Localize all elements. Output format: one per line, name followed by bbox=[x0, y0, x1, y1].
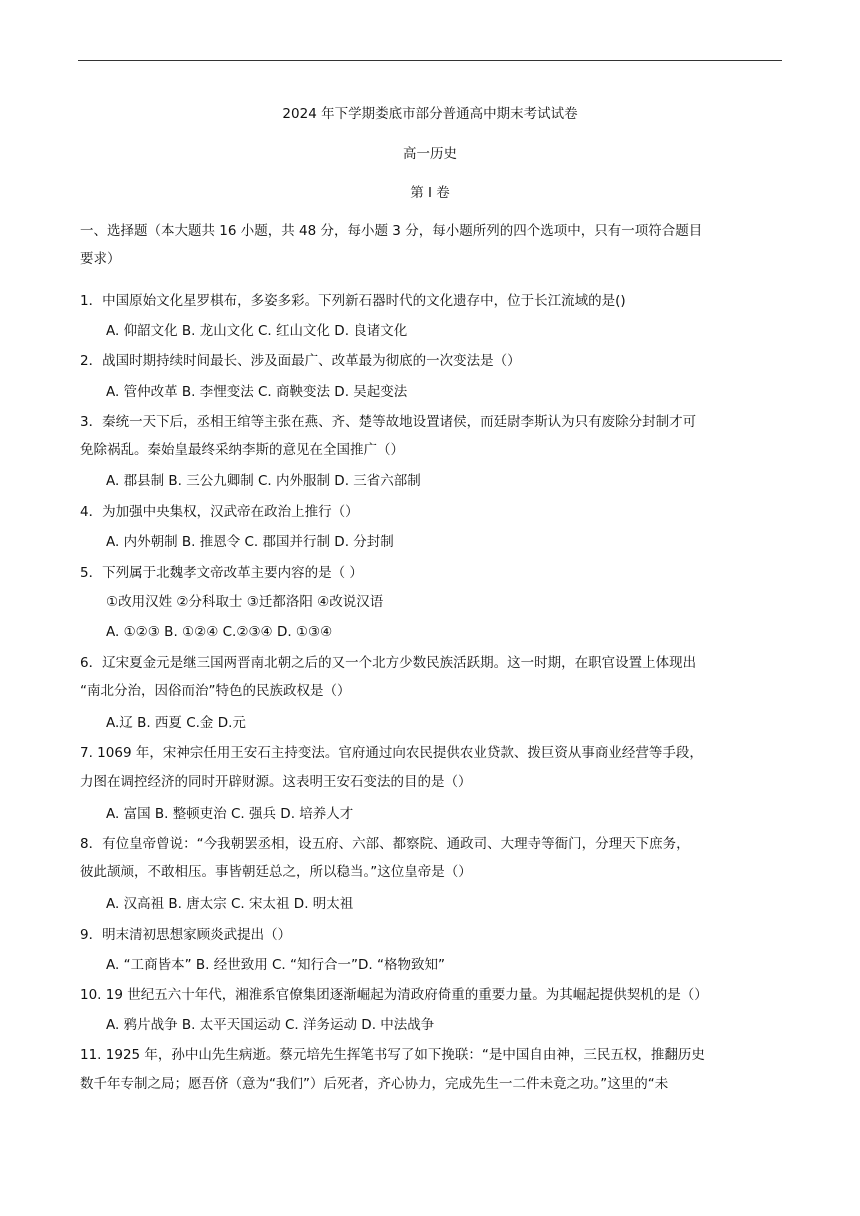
question-stem-cont: 彼此颉颃，不敢相压。事皆朝廷总之，所以稳当。”这位皇帝是（） bbox=[80, 864, 472, 880]
question-stem: 8．有位皇帝曾说：“今我朝罢丞相，设五府、六部、都察院、通政司、大理寺等衙门，分理天下庶务， bbox=[80, 836, 690, 852]
question-options: A. 鸦片战争 B. 太平天国运动 C. 洋务运动 D. 中法战争 bbox=[106, 1017, 435, 1033]
question-stem: 11. 1925 年，孙中山先生病逝。蔡元培先生挥笔书写了如下挽联：“是中国自由神，三民五权，推翻历史 bbox=[80, 1047, 705, 1063]
question-stem-cont: 免除祸乱。秦始皇最终采纳李斯的意见在全国推广（） bbox=[80, 442, 404, 458]
question-options: A. 富国 B. 整顿吏治 C. 强兵 D. 培养人才 bbox=[106, 806, 354, 822]
question-items: ①改用汉姓 ②分科取士 ③迁都洛阳 ④改说汉语 bbox=[106, 594, 384, 610]
question-options: A. 内外朝制 B. 推恩令 C. 郡国并行制 D. 分封制 bbox=[106, 534, 394, 550]
question-options: A. ①②③ B. ①②④ C.②③④ D. ①③④ bbox=[106, 624, 333, 640]
question-options: A. 管仲改革 B. 李悝变法 C. 商鞅变法 D. 吴起变法 bbox=[106, 384, 408, 400]
question-stem-cont: 力图在调控经济的同时开辟财源。这表明王安石变法的目的是（） bbox=[80, 774, 472, 790]
question-options: A. 汉高祖 B. 唐太宗 C. 宋太祖 D. 明太祖 bbox=[106, 896, 354, 912]
question-stem: 6．辽宋夏金元是继三国两晋南北朝之后的又一个北方少数民族活跃期。这一时期，在职官设置上体现出 bbox=[80, 655, 697, 671]
exam-title: 2024 年下学期娄底市部分普通高中期末考试试卷 bbox=[282, 106, 578, 122]
question-options: A. 仰韶文化 B. 龙山文化 C. 红山文化 D. 良诸文化 bbox=[106, 323, 408, 339]
question-stem: 4．为加强中央集权，汉武帝在政治上推行（） bbox=[80, 504, 359, 520]
question-options: A.辽 B. 西夏 C.金 D.元 bbox=[106, 715, 246, 731]
question-stem: 7. 1069 年，宋神宗任用王安石主持变法。官府通过向农民提供农业贷款、拨巨资从事商业经营等手段， bbox=[80, 745, 703, 761]
question-stem: 3．秦统一天下后，丞相王绾等主张在燕、齐、楚等故地设置诸侯，而廷尉李斯认为只有废除分封制才可 bbox=[80, 414, 697, 430]
question-options: A. 郡县制 B. 三公九卿制 C. 内外服制 D. 三省六部制 bbox=[106, 473, 421, 489]
question-stem-cont: “南北分治，因俗而治”特色的民族政权是（） bbox=[80, 683, 351, 699]
question-stem: 10. 19 世纪五六十年代，湘淮系官僚集团逐渐崛起为清政府倚重的重要力量。为其崛起提供契机的是（） bbox=[80, 987, 708, 1003]
question-stem: 5．下列属于北魏孝文帝改革主要内容的是（ ） bbox=[80, 565, 363, 581]
question-stem: 2．战国时期持续时间最长、涉及面最广、改革最为彻底的一次变法是（） bbox=[80, 353, 521, 369]
header-rule bbox=[78, 60, 782, 61]
question-stem-cont: 数千年专制之局；愿吾侪（意为“我们”）后死者，齐心协力，完成先生一二件未竟之功。”这里的“未 bbox=[80, 1076, 669, 1092]
volume-title: 第 I 卷 bbox=[410, 185, 450, 201]
section-heading-cont: 要求） bbox=[80, 251, 121, 267]
question-options: A. “工商皆本” B. 经世致用 C. “知行合一”D. “格物致知” bbox=[106, 957, 445, 973]
question-stem: 9．明末清初思想家顾炎武提出（） bbox=[80, 927, 292, 943]
question-stem: 1．中国原始文化星罗棋布，多姿多彩。下列新石器时代的文化遗存中，位于长江流域的是() bbox=[80, 293, 626, 309]
subject-title: 高一历史 bbox=[403, 146, 457, 162]
section-heading: 一、选择题（本大题共 16 小题，共 48 分，每小题 3 分，每小题所列的四个选项中，只有一项符合题目 bbox=[80, 223, 703, 239]
